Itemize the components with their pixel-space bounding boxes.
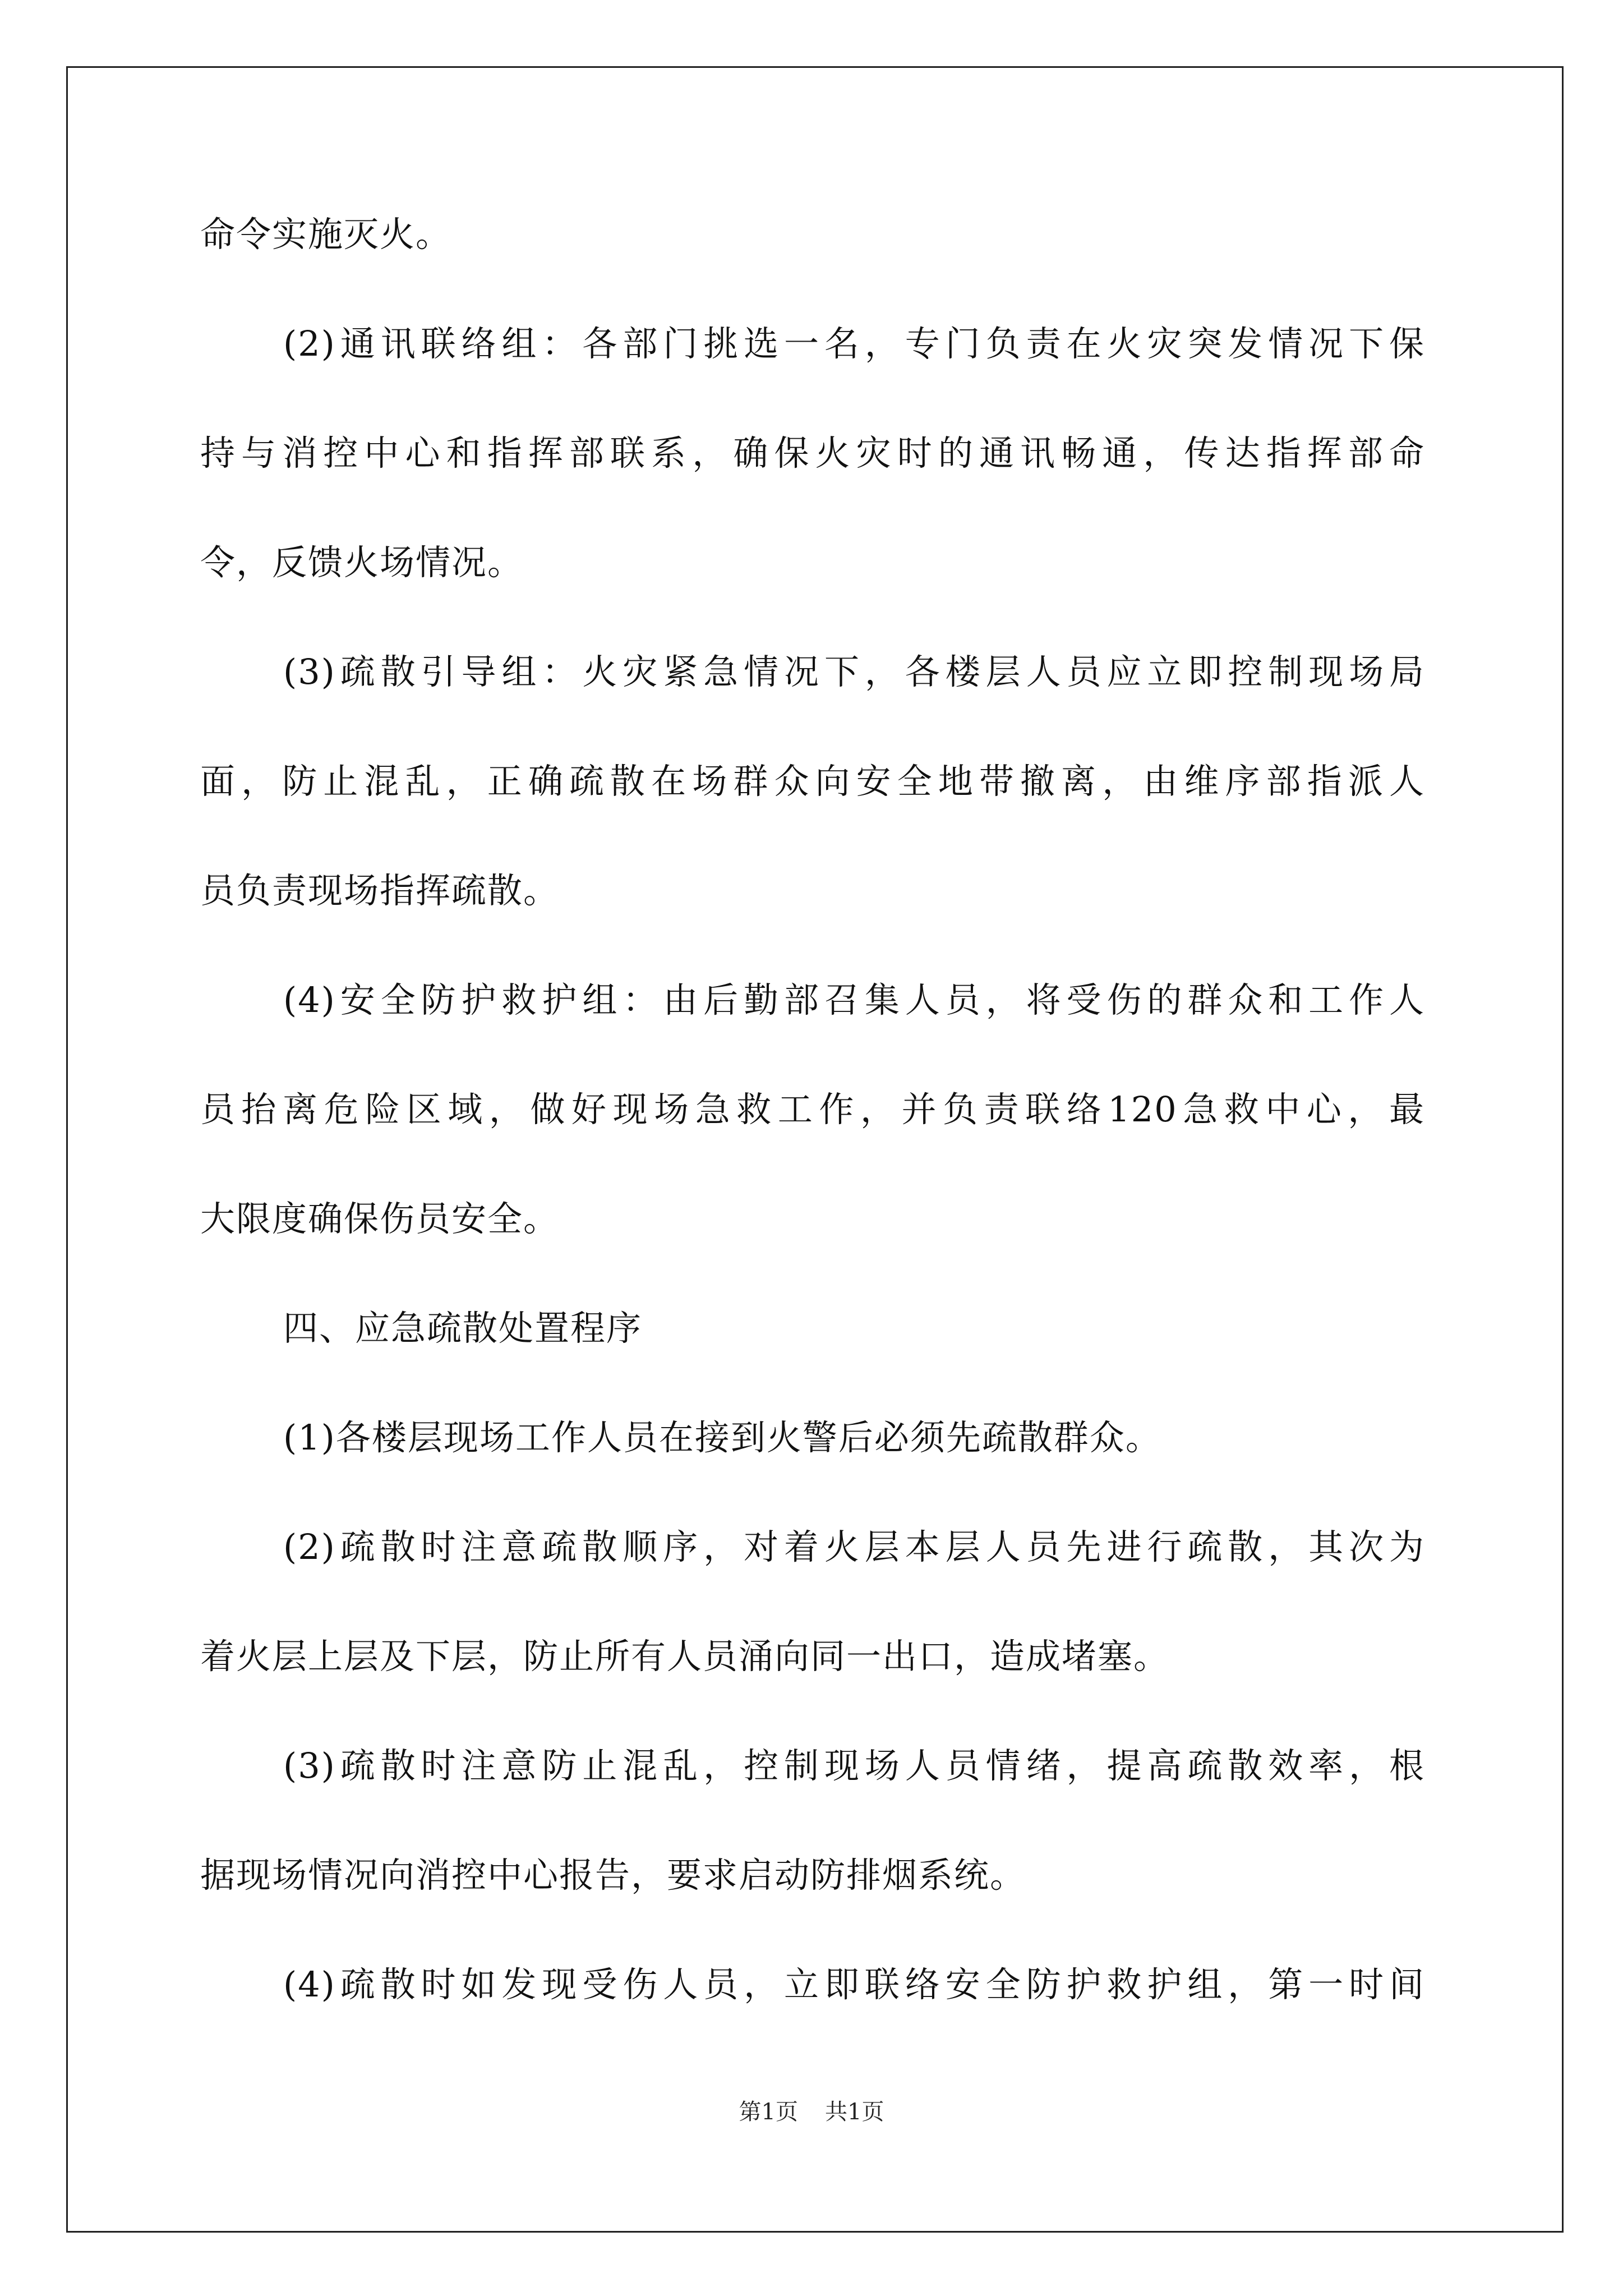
text-line: 命令实施灭火。 — [200, 214, 452, 255]
text-line: 大限度确保伤员安全。 — [200, 1198, 560, 1239]
page-total: 共1页 — [825, 2099, 884, 2125]
text-line: 令，反馈火场情况。 — [200, 542, 524, 583]
text-line: (2)疏散时注意疏散顺序，对着火层本层人员先进行疏散，其次为 — [283, 1526, 1425, 1567]
text-line: 持与消控中心和指挥部联系，确保火灾时的通讯畅通，传达指挥部命 — [200, 432, 1425, 473]
page-footer — [0, 2098, 1623, 2126]
text-line: 据现场情况向消控中心报告，要求启动防排烟系统。 — [200, 1855, 1026, 1895]
page-border — [66, 66, 1564, 2233]
text-line: (3)疏散引导组：火灾紧急情况下，各楼层人员应立即控制现场局 — [283, 651, 1425, 692]
text-line: (3)疏散时注意防止混乱，控制现场人员情绪，提高疏散效率，根 — [283, 1745, 1425, 1786]
text-line: 着火层上层及下层，防止所有人员涌向同一出口，造成堵塞。 — [200, 1636, 1170, 1677]
text-line: 员抬离危险区域，做好现场急救工作，并负责联络120急救中心，最 — [200, 1089, 1425, 1130]
page-number: 第1页 — [739, 2099, 798, 2125]
text-line: (4)安全防护救护组：由后勤部召集人员，将受伤的群众和工作人 — [283, 979, 1425, 1020]
text-line: (4)疏散时如发现受伤人员，立即联络安全防护救护组，第一时间 — [283, 1964, 1425, 2005]
text-line: (2)通讯联络组：各部门挑选一名，专门负责在火灾突发情况下保 — [283, 323, 1425, 364]
section-heading: 四、应急疏散处置程序 — [283, 1308, 643, 1349]
text-line: (1)各楼层现场工作人员在接到火警后必须先疏散群众。 — [283, 1417, 1161, 1458]
text-line: 面，防止混乱，正确疏散在场群众向安全地带撤离，由维序部指派人 — [200, 761, 1425, 802]
text-line: 员负责现场指挥疏散。 — [200, 870, 560, 911]
